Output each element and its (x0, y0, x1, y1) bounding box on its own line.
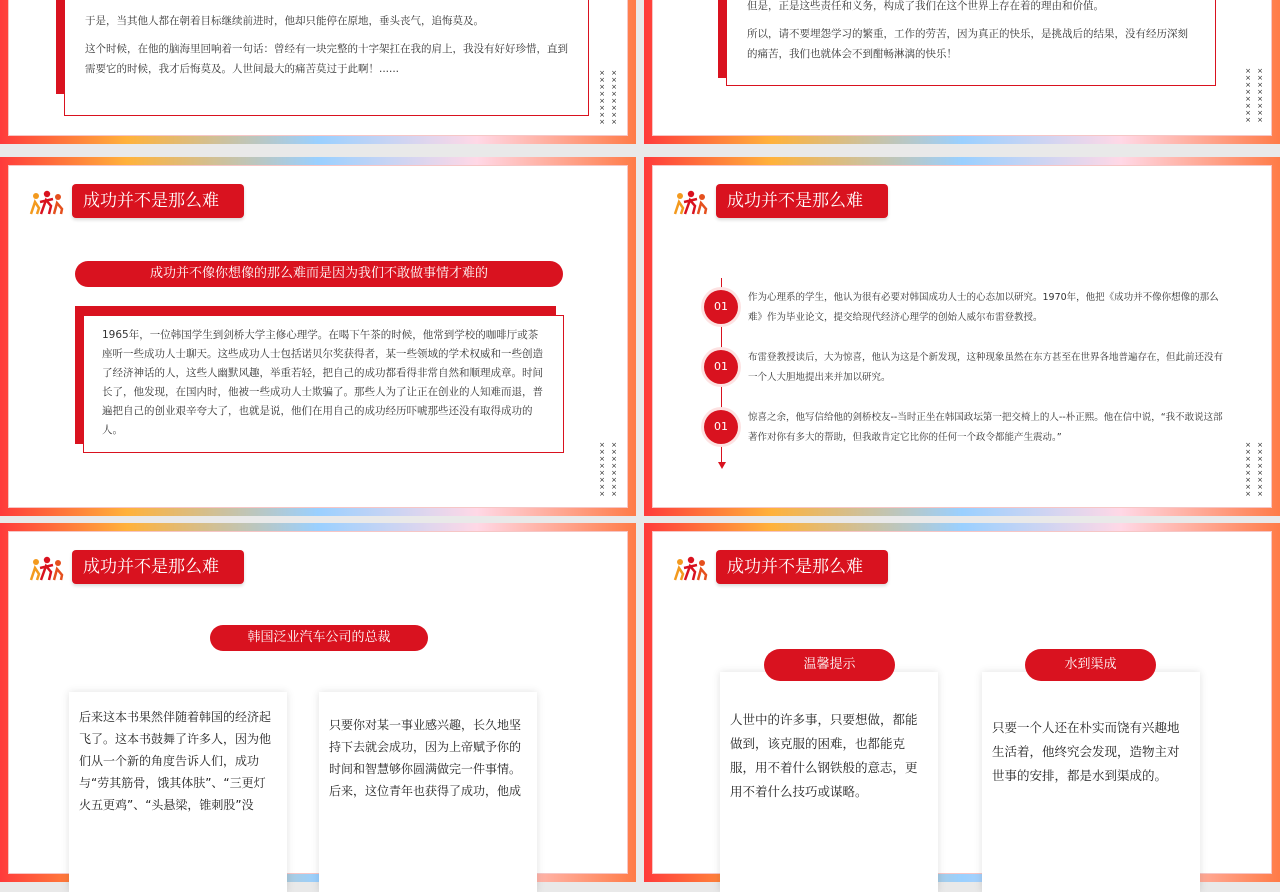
text-card (83, 315, 564, 453)
slide-title: 成功并不是那么难 (72, 184, 244, 218)
slide-thumbnail-5[interactable] (0, 523, 636, 882)
running-people-icon (671, 190, 711, 216)
tip-card-right (982, 672, 1200, 892)
paragraph: 人世中的许多事，只要想做，都能做到，该克服的困难，也都能克服，用不着什么钢铁般的意志，更用不着什么技巧或谋略。 (730, 712, 918, 799)
slide-thumbnail-1[interactable] (0, 0, 636, 144)
subtitle-pill: 成功并不像你想像的那么难而是因为我们不敢做事情才难的 (75, 261, 563, 287)
slide-canvas (8, 0, 628, 136)
timeline-arrow-icon (718, 462, 726, 469)
running-people-icon (27, 556, 67, 582)
tip-card-left (720, 672, 938, 892)
timeline-text: 布雷登教授读后，大为惊喜，他认为这是个新发现，这种现象虽然在东方甚至在世界各地普遍存在，但此前还没有一个人大胆地提出来并加以研究。 (748, 352, 1224, 383)
text-column-left (69, 692, 287, 892)
timeline-marker: 01 (704, 290, 738, 324)
subtitle-pill: 韩国泛业汽车公司的总裁 (210, 625, 428, 651)
x-pattern-icon: × × × × × × × × × × × × × × × × (1245, 67, 1263, 124)
slide-canvas (652, 0, 1272, 136)
paragraph: 后来这本书果然伴随着韩国的经济起飞了。这本书鼓舞了许多人，因为他们从一个新的角度告诉人们，成功与“劳其筋骨，饿其体肤”、“三更灯火五更鸡”、“头悬梁，锥刺股”没 (79, 710, 272, 812)
paragraph: 1965年，一位韩国学生到剑桥大学主修心理学。在喝下午茶的时候，他常到学校的咖啡厅或茶座听一些成功人士聊天。这些成功人士包括诺贝尔奖获得者，某一些领域的学术权威和一些创造了经济神话的人，这些人幽默风趣，举重若轻，把自己的成功都看得非常自然和顺理成章。时间长了，他发现，在国内时，他被一些成功人士欺骗了。那些人为了让正在创业的人知难而退，普遍把自己的创业艰辛夸大了，也就是说，他们在用自己的成功经历吓唬那些还没有取得成功的人。 (102, 329, 543, 436)
slide-title: 成功并不是那么难 (72, 550, 244, 584)
slide-thumbnail-4[interactable] (644, 157, 1280, 516)
timeline-marker: 01 (704, 350, 738, 384)
paragraph: 所以，请不要埋怨学习的繁重，工作的劳苦，因为真正的快乐，是挑战后的结果，没有经历深刻的痛苦，我们也就体会不到酣畅淋漓的快乐！ (747, 28, 1188, 60)
paragraph: 这个时候，在他的脑海里回响着一句话：曾经有一块完整的十字架扛在我的肩上，我没有好好珍惜，直到需要它的时候，我才后悔莫及。人世间最大的痛苦莫过于此啊！...... (85, 43, 568, 75)
slide-canvas (8, 531, 628, 874)
x-pattern-icon: × × × × × × × × × × × × × × × × (1245, 441, 1263, 498)
tip-title-right: 水到渠成 (1025, 649, 1156, 681)
timeline-text: 作为心理系的学生，他认为很有必要对韩国成功人士的心态加以研究。1970年，他把《成功并不像你想像的那么难》作为毕业论文，提交给现代经济心理学的创始人威尔布雷登教授。 (748, 292, 1219, 323)
tip-title-left: 温馨提示 (764, 649, 895, 681)
text-column-right (319, 692, 537, 892)
paragraph: 只要一个人还在朴实而饶有兴趣地生活着，他终究会发现，造物主对世事的安排，都是水到渠成的。 (992, 720, 1180, 783)
text-card (726, 0, 1216, 86)
x-pattern-icon: × × × × × × × × × × × × × × × × (599, 441, 617, 498)
paragraph: 只要你对某一事业感兴趣，长久地坚持下去就会成功，因为上帝赋予你的时间和智慧够你圆满做完一件事情。后来，这位青年也获得了成功，他成 (329, 718, 522, 798)
slide-canvas (652, 531, 1272, 874)
x-pattern-icon: × × × × × × × × × × × × × × × × (599, 69, 617, 126)
slide-canvas (652, 165, 1272, 508)
slide-thumbnail-6[interactable] (644, 523, 1280, 882)
text-card (64, 0, 589, 116)
slide-title: 成功并不是那么难 (716, 184, 888, 218)
paragraph (85, 0, 568, 3)
slide-thumbnail-3[interactable] (0, 157, 636, 516)
running-people-icon (27, 190, 67, 216)
slide-thumbnail-2[interactable] (644, 0, 1280, 144)
timeline-marker: 01 (704, 410, 738, 444)
paragraph: 但是，正是这些责任和义务，构成了我们在这个世界上存在着的理由和价值。 (747, 0, 1104, 12)
running-people-icon (671, 556, 711, 582)
timeline-text: 惊喜之余，他写信给他的剑桥校友--当时正坐在韩国政坛第一把交椅上的人--朴正熙。他在信中说，“我不敢说这部著作对你有多大的帮助，但我敢肯定它比你的任何一个政令都能产生震动。” (748, 412, 1223, 443)
paragraph: 于是，当其他人都在朝着目标继续前进时，他却只能停在原地，垂头丧气，追悔莫及。 (85, 15, 484, 27)
slide-title: 成功并不是那么难 (716, 550, 888, 584)
slide-canvas (8, 165, 628, 508)
